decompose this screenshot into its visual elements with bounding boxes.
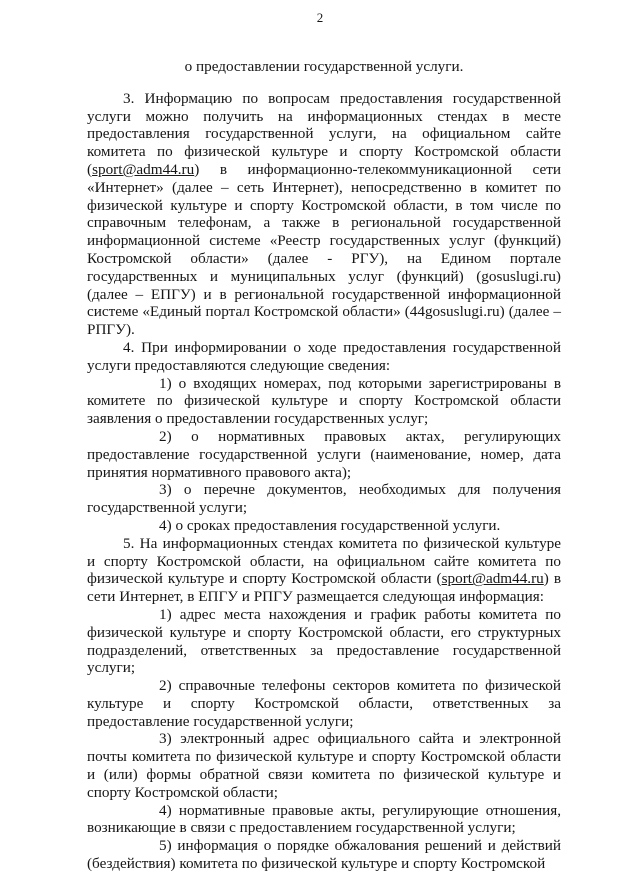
paragraph-3-text-a: 3. Информацию по вопросам предоставления государственной услуги можно получить на информационных стендах в месте предоставления государственной услуги, на официальном сайте комитета по физической культуре и спорту Костромской области ( — [87, 89, 561, 178]
list-item-text: о сроках предоставления государственной услуги. — [175, 516, 501, 534]
list-item-number: 5) — [159, 837, 172, 855]
paragraph-5 — [87, 535, 561, 606]
list-item-text: о перечне документов, необходимых для получения государственной услуги; — [87, 481, 561, 517]
list-item — [87, 837, 561, 873]
list-item-number: 3) — [159, 481, 172, 499]
list-item — [87, 481, 561, 517]
paragraph-3 — [87, 90, 561, 339]
paragraph-5-text-a: 5. На информационных стендах комитета по физической культуре и спорту Костромской области, на официальном сайте комитета по физической культуре и спорту Костромской области ( — [87, 534, 561, 588]
list-item-text: электронный адрес официального сайта и электронной почты комитета по физической культуре и спорту Костромской области и (или) формы обратной связи комитета по физической культуре и спорту Костромской области; — [87, 730, 562, 801]
list-item-text: нормативные правовые акты, регулирующие отношения, возникающие в связи с предоставлением государственной услуги; — [87, 801, 561, 837]
list-item-text: информация о порядке обжалования решений и действий (бездействия) комитета по физической культуре и спорту Костромской — [87, 837, 561, 873]
list-item — [87, 730, 561, 801]
paragraph-3-text-b: ) в информационно-телекоммуникационной сети «Интернет» (далее – сеть Интернет), непосредственно в комитет по физической культуре и спорту Костромской области, в том числе по справочным телефонам, а также в региональной государственной информационной системе «Реестр государственных услуг (функций) Костромской области» (далее - РГУ), на Едином портале государственных и муниципальных услуг (функций) (gosuslugi.ru) (далее – ЕПГУ) и в региональной государственной информационной системе «Единый портал Костромской области» (44gosuslugi.ru) (далее – РПГУ). — [87, 160, 561, 339]
list-item-text: справочные телефоны секторов комитета по физической культуре и спорту Костромской области, ответственных за предоставление государственной услуги; — [87, 677, 561, 730]
continuation-line: о предоставлении государственной услуги. — [184, 58, 464, 75]
email-link[interactable]: sport@adm44.ru — [441, 570, 544, 588]
list-item-number: 2) — [159, 677, 172, 695]
document-body — [87, 58, 561, 873]
list-item-number: 2) — [159, 427, 172, 445]
list-item-text: адрес места нахождения и график работы комитета по физической культуре и спорту Костромской области, его структурных подразделений, ответственных за предоставление государственной услуги; — [87, 605, 561, 677]
email-link[interactable]: sport@adm44.ru — [92, 160, 195, 178]
list-item — [87, 802, 561, 838]
list-item-number: 1) — [159, 605, 172, 623]
list-item — [87, 677, 561, 730]
list-item-text: о входящих номерах, под которыми зарегистрированы в комитете по физической культуре и спорту Костромской области заявления о предоставлении государственных услуг; — [87, 374, 561, 428]
paragraph-5-text-b: ) в сети Интернет, в ЕПГУ и РПГУ размещается следующая информация: — [87, 570, 561, 606]
page-number: 2 — [316, 10, 324, 25]
list-item-number: 1) — [159, 374, 172, 392]
list-item — [87, 517, 561, 535]
list-item-text: о нормативных правовых актах, регулирующих предоставление государственной услуги (наименование, номер, дата принятия нормативного правового акта); — [87, 427, 561, 481]
list-item — [87, 428, 561, 481]
paragraph-4-intro: 4. При информировании о ходе предоставления государственной услуги предоставляются следующие сведения: — [87, 338, 561, 374]
list-item-number: 4) — [159, 801, 172, 819]
list-item — [87, 375, 561, 428]
list-item — [87, 606, 561, 677]
list-item-number: 4) — [159, 516, 172, 534]
list-item-number: 3) — [159, 730, 172, 748]
